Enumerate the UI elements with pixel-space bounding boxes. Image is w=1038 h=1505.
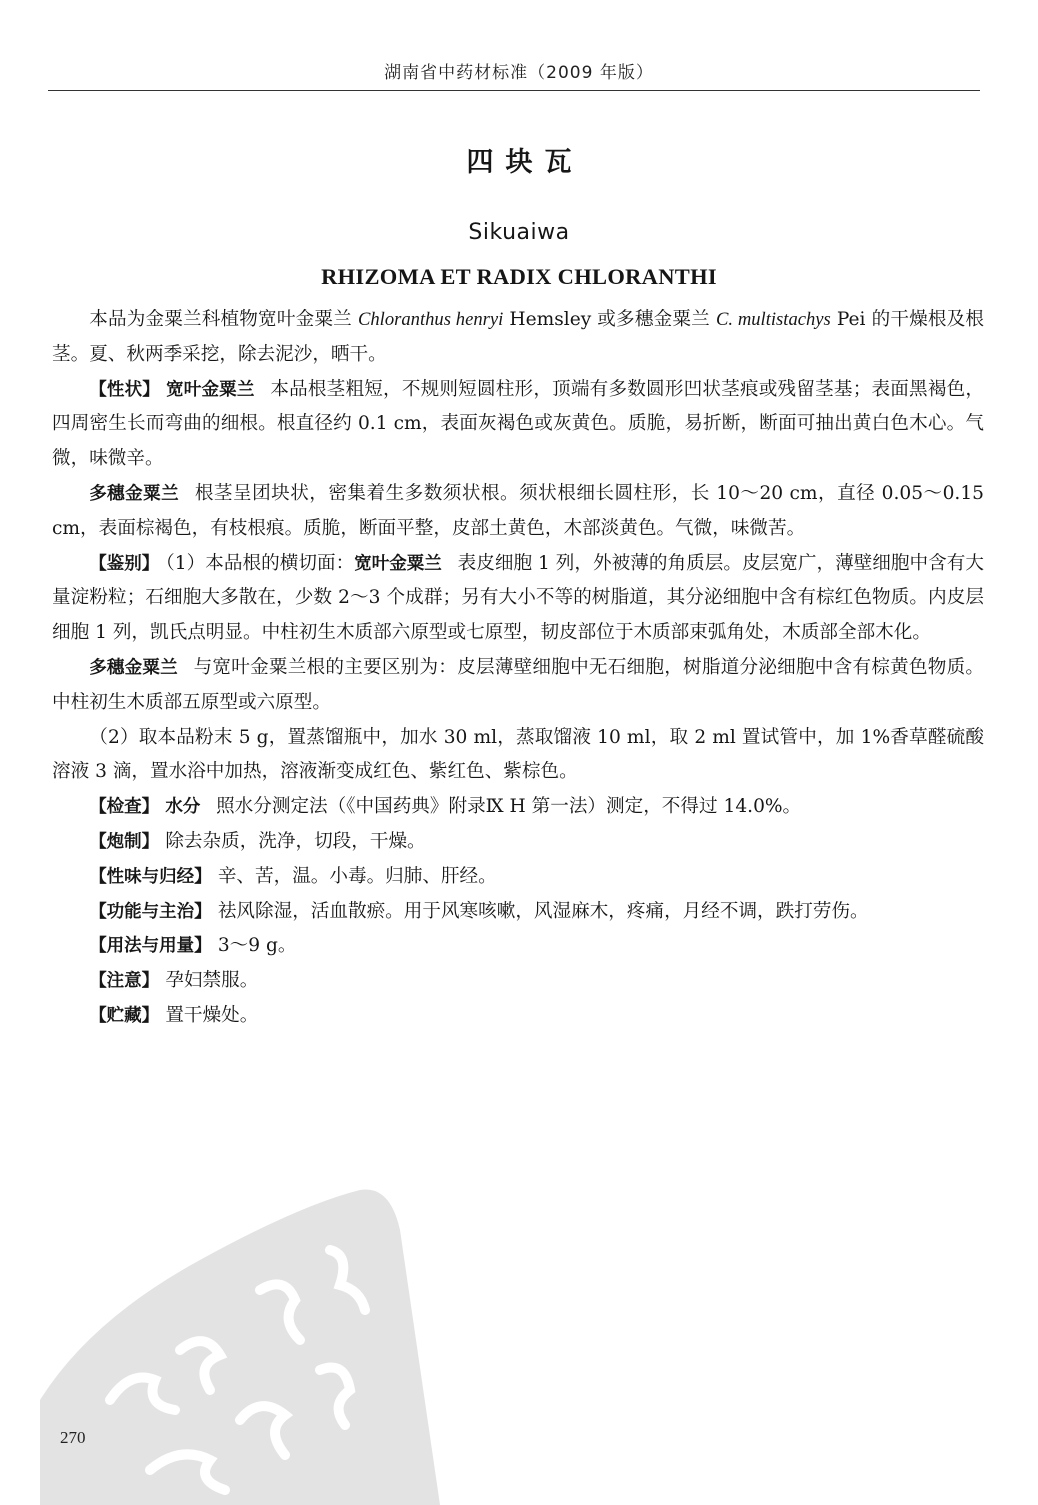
- intro-text: Hemsley 或多穗金粟兰: [503, 309, 716, 330]
- section-text: 除去杂质，洗净，切段，干燥。: [165, 830, 426, 852]
- subsection-label: 宽叶金粟兰: [166, 379, 255, 400]
- section-text: 表皮细胞 1 列，外被薄的角质层。皮层宽广，薄壁细胞中含有大量淀粉粒；石细胞大多散在，少数 2～3 个成群；另有大小不等的树脂道，其分泌细胞中含有棕红色物质。内皮层细胞 1 列，凯氏点明显。中柱初生木质部六原型或七原型，韧皮部位于木质部束弧角处，木质部全部木化。: [52, 552, 985, 644]
- subsection-label: 多穗金粟兰: [89, 483, 180, 504]
- inspection-paragraph: [52, 790, 984, 825]
- section-text: 孕妇禁服。: [165, 970, 259, 992]
- intro-text: Pei 的干燥根及根茎。夏、秋两季采挖，除去泥沙，晒干。: [52, 309, 984, 365]
- section-label: 【用法与用量】: [89, 936, 212, 957]
- section-label: 【注意】: [89, 971, 160, 992]
- description-paragraph: [52, 373, 984, 477]
- header-rule: [48, 90, 980, 91]
- section-text: 辛、苦，温。小毒。归肺、肝经。: [217, 865, 497, 887]
- species-name: C. multistachys: [715, 309, 831, 330]
- description-paragraph: [52, 477, 984, 547]
- section-text: 置干燥处。: [165, 1004, 259, 1026]
- section-text: （1）本品根的横切面：: [165, 552, 355, 574]
- section-text: 本品根茎粗短，不规则短圆柱形，顶端有多数圆形凹状茎痕或残留茎基；表面黑褐色，四周密生长而弯曲的细根。根直径约 0.1 cm，表面灰褐色或灰黄色。质脆，易折断，断面可抽出黄白色木心。气微，味微辛。: [52, 378, 985, 470]
- section-label: 【性味与归经】: [89, 866, 212, 887]
- pinyin-title: Sikuaiwa: [468, 220, 570, 245]
- section-text: 3～9 g。: [217, 935, 297, 957]
- caution-paragraph: [52, 964, 984, 999]
- section-label: 【贮藏】: [89, 1005, 160, 1026]
- section-text: 与宽叶金粟兰根的主要区别为：皮层薄壁细胞中无石细胞，树脂道分泌细胞中含有棕黄色物质。中柱初生木质部五原型或六原型。: [52, 656, 984, 713]
- species-name: Chloranthus henryi: [357, 309, 504, 330]
- storage-paragraph: [52, 999, 984, 1034]
- section-label: 【检查】: [89, 797, 160, 818]
- latin-title: RHIZOMA ET RADIX CHLORANTHI: [321, 264, 717, 289]
- watermark-seal-icon: [30, 1150, 450, 1505]
- subsection-label: 宽叶金粟兰: [354, 553, 442, 574]
- running-header: 湖南省中药材标准（2009 年版）: [384, 63, 654, 83]
- intro-text: 本品为金粟兰科植物宽叶金粟兰: [89, 309, 358, 330]
- subsection-label: 多穗金粟兰: [89, 657, 178, 678]
- property-paragraph: [52, 860, 984, 895]
- page-title: 四块瓦: [466, 147, 584, 178]
- function-paragraph: [52, 895, 984, 930]
- page-number: 270: [60, 1428, 86, 1447]
- processing-paragraph: [52, 825, 984, 860]
- identification-paragraph: [52, 547, 984, 651]
- dosage-paragraph: [52, 929, 984, 964]
- section-label: 【功能与主治】: [89, 901, 212, 922]
- intro-paragraph: [52, 303, 984, 373]
- identification-paragraph: [52, 721, 984, 791]
- identification-paragraph: [52, 651, 984, 721]
- section-text: 根茎呈团块状，密集着生多数须状根。须状根细长圆柱形，长 10～20 cm，直径 0.05～0.15 cm，表面棕褐色，有枝根痕。质脆，断面平整，皮部土黄色，木部淡黄色。气微，味微苦。: [52, 482, 984, 539]
- section-label: 【性状】: [89, 379, 160, 400]
- section-label: 【鉴别】: [89, 553, 160, 574]
- section-label: 【炮制】: [89, 831, 160, 852]
- monograph-body: [52, 303, 984, 1034]
- section-text: （2）取本品粉末 5 g，置蒸馏瓶中，加水 30 ml，蒸取馏液 10 ml，取 2 ml 置试管中，加 1%香草醛硫酸溶液 3 滴，置水浴中加热，溶液渐变成红色、紫红色、紫棕色。: [52, 726, 984, 783]
- section-text: 照水分测定法（《中国药典》附录Ⅸ H 第一法）测定，不得过 14.0%。: [216, 796, 802, 818]
- section-text: 祛风除湿，活血散瘀。用于风寒咳嗽，风湿麻木，疼痛，月经不调，跌打劳伤。: [217, 900, 869, 922]
- subsection-label: 水分: [165, 797, 201, 818]
